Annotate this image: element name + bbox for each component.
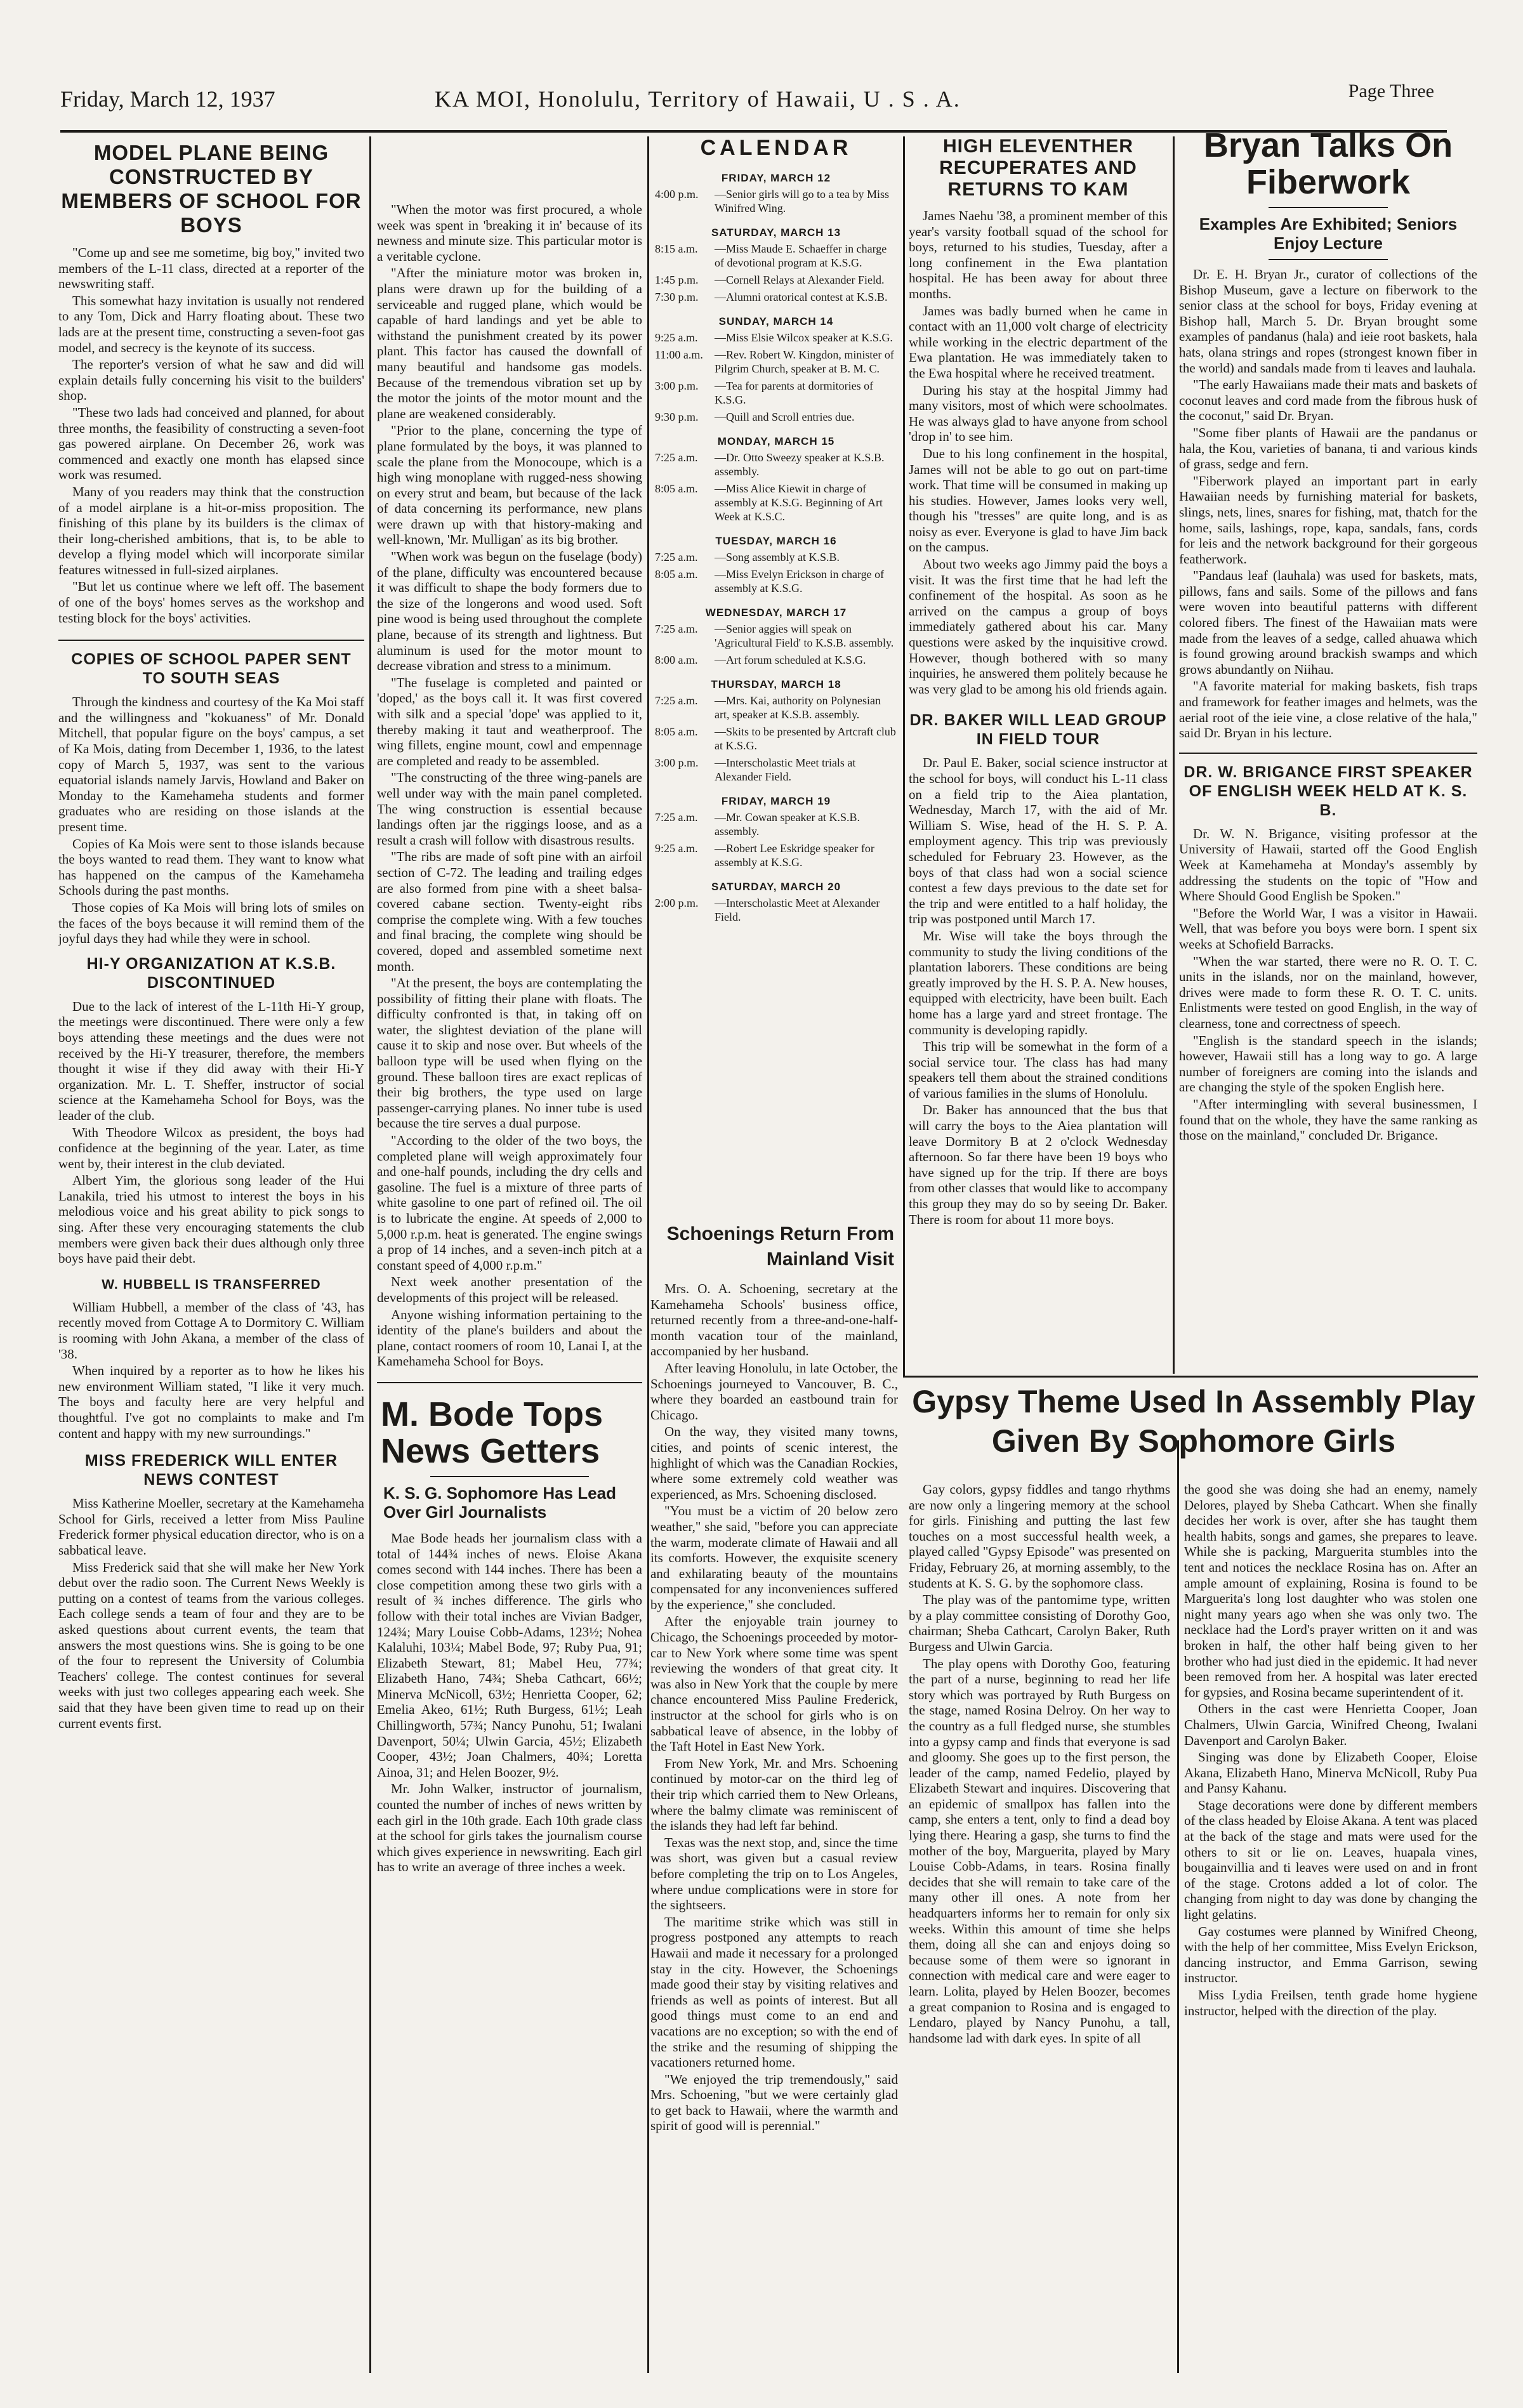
calendar-event: [655, 348, 897, 376]
calendar-event: [655, 482, 897, 523]
article-paragraph: Anyone wishing information pertaining to the identity of the plane's builders and about the plane, contact roomers of room 10, Lanai I, at the Kamehameha School for Boys.: [377, 1306, 642, 1369]
article-paragraph: "Before the World War, I was a visitor in Hawaii. Well, that was before you boys were born. I spent six weeks at Schofield Barracks.: [1179, 905, 1477, 952]
column-rule: [1177, 1440, 1179, 2373]
calendar-event-description: —Mrs. Kai, authority on Polynesian art, speaker at K.S.B. assembly.: [715, 694, 881, 721]
article-paragraph: Many of you readers may think that the construction of a model airplane is a hit-or-miss proposition. The finishing of this plane by its builders is the climax of their long-cherished ambitions, that is, to be able to develop a flying model which will incorporate similar features witnessed in full-sized airplanes.: [58, 484, 364, 577]
article-paragraph: Singing was done by Elizabeth Cooper, Eloise Akana, Elizabeth Hano, Minerva McNicoll, Ruby Pua and Pansy Kahanu.: [1184, 1749, 1477, 1796]
calendar-event: [655, 290, 897, 304]
article-paragraph: "But let us continue where we left off. The basement of one of the boys' homes serves as the workshop and testing block for the boys' activities.: [58, 579, 364, 626]
gypsy-column-a: [909, 1482, 1170, 2373]
calendar-event-time: 9:25 a.m.: [655, 842, 698, 855]
article-paragraph: "A favorite material for making baskets, fish traps and framework for feather images and helmets, was the aerial root of the ieie vine, a close relative of the hala," said Dr. Bryan in his lecture.: [1179, 678, 1477, 741]
calendar-event: [655, 896, 897, 924]
calendar-event-time: 7:25 a.m.: [655, 811, 698, 824]
article-paragraph: Due to his long confinement in the hospital, James will not be able to go out on part-time work. That time will be consumed in making up his studies. However, James looks very well, though his "tresses" are quite long, and is as noisy as ever. Everyone is glad to have Jim back on the campus.: [909, 445, 1168, 555]
calendar-event-time: 7:25 a.m.: [655, 622, 698, 635]
calendar-event-time: 11:00 a.m.: [655, 348, 703, 361]
calendar-event: [655, 550, 897, 564]
article-paragraph: With Theodore Wilcox as president, the boys had confidence at the beginning of the year. Later, as time went by, their interest in the club deviated.: [58, 1124, 364, 1171]
header-page-number: Page Three: [1348, 81, 1434, 102]
calendar-event-time: 8:15 a.m.: [655, 242, 698, 255]
article-paragraph: "Come up and see me sometime, big boy," invited two members of the L-11 class, directed at a reporter of the newswriting staff.: [58, 245, 364, 292]
article-paragraph: The play opens with Dorothy Goo, featuring the part of a nurse, beginning to read her life story which was portrayed by Ruth Burgess on the stage, named Rosina Delroy. On her way to the country as a full fledged nurse, she stumbles into a gypsy camp and finds that everyone is sad and gloomy. She goes up to the first person, the leader of the camp, named Fedelio, played by Elizabeth Stewart and inquires. Discovering that an epidemic of smallpox has fallen into the camp, she enters a tent, only to find a dead boy lying there. Hearing a gasp, she turns to find the mother of the boy, Marguerita, played by Mary Louise Cobb-Adams, in tears. Rosina finally decides that she will remain to take care of the many other ill ones. A note from her headquarters informs her to remain for only six weeks. Within this amount of time she helps them, doing all she can and enjoys doing so because some of them were so ignorant in connection with medical care and were eager to learn. Lolita, played by Helen Boozer, becomes a great companion to Rosina and is engaged to Lendaro, played by Nancy Punohu, a tall, handsome lad with dark eyes. In spite of all: [909, 1655, 1170, 2046]
article-paragraph: Miss Frederick said that she will make her New York debut over the radio soon. The Current News Weekly is putting on a contest of teams from the various colleges. Each college sends a team of four and they are to be asked questions about current events, the team that answers the most questions wins. She is going to be one of the four to represent the University of Columbia Teachers' college. The contest continues for several weeks with just two colleges appearing each week. She said that they have been given time to read up on their current events first.: [58, 1559, 364, 1731]
article-paragraph: Mr. Wise will take the boys through the community to study the living conditions of the plantation laborers. These conditions are being greatly improved by the H. S. P. A. New houses, equipped with electricity, have been built. Each home has a large yard and street frontage. The community is developing rapidly.: [909, 928, 1168, 1037]
article-paragraph: Gay colors, gypsy fiddles and tango rhythms are now only a lingering memory at the school for girls. Finishing and putting the last few touches on a most successful health week, a played called "Gypsy Episode" was presented on Friday, February 26, at morning assembly, to the students at K. S. G. by the sophomore class.: [909, 1482, 1170, 1591]
article-paragraph: "When the motor was first procured, a whole week was spent in 'breaking it in' because of its newness and minute size. This particular motor is a veritable cyclone.: [377, 202, 642, 264]
article-paragraph: James Naehu '38, a prominent member of this year's varsity football squad of the school for boys, returned to his studies, Tuesday, after a long confinement in the Ewa plantation hospital. He has been away for about three months.: [909, 208, 1168, 301]
article-paragraph: This somewhat hazy invitation is usually not rendered to any Tom, Dick and Harry floating about. These two lads are at the present time, constructing a seven-foot gas model, and secrecy is the keynote of its success.: [58, 293, 364, 355]
gypsy-column-b: [1184, 1482, 1477, 2373]
calendar-event-time: 2:00 p.m.: [655, 897, 699, 909]
calendar-day-heading: WEDNESDAY, MARCH 17: [705, 607, 847, 619]
calendar-event: [655, 622, 897, 650]
column-rule: [903, 136, 905, 1377]
calendar-event-description: —Miss Evelyn Erickson in charge of assembly at K.S.G.: [715, 568, 885, 595]
page-header: [60, 81, 1453, 124]
article-paragraph: On the way, they visited many towns, cities, and points of scenic interest, the highlight of which was the Canadian Rockies, where some extremely cold weather was experienced, as Mrs. Schoening disclosed.: [650, 1424, 898, 1502]
gypsy-headline: Gypsy Theme Used In Assembly Play Given By Sophomore Girls: [912, 1384, 1475, 1459]
calendar-day-heading: MONDAY, MARCH 15: [717, 435, 835, 447]
calendar-day-heading: SUNDAY, MARCH 14: [718, 315, 834, 327]
calendar-day-heading: SATURDAY, MARCH 20: [711, 881, 841, 893]
calendar-event-time: 8:00 a.m.: [655, 654, 698, 666]
article-paragraph: During his stay at the hospital Jimmy had many visitors, most of which were schoolmates. He was always glad to have anyone from school 'drop in' to see him.: [909, 382, 1168, 445]
calendar-event: [655, 567, 897, 595]
article-paragraph: After leaving Honolulu, in late October, the Schoenings journeyed to Vancouver, B. C., where they boarded an eastbound train for Chicago.: [650, 1360, 898, 1423]
calendar-event-description: —Interscholastic Meet at Alexander Field.: [715, 897, 880, 923]
calendar-event-time: 7:25 a.m.: [655, 451, 698, 464]
article-paragraph: After the enjoyable train journey to Chicago, the Schoenings proceeded by motor-car to New York where some time was spent reviewing the wonders of that great city. It was also in New York that the couple by mere chance encountered Miss Pauline Frederick, instructor at the school for girls who is on sabbatical leave of absence, in the lobby of the Taft Hotel in East New York.: [650, 1614, 898, 1754]
article-paragraph: "When the war started, there were no R. O. T. C. units in the islands, nor on the mainland, however, drives were made to form these R. O. T. C. units. Enlistments were tested on good English, in the way of clearness, tone and correctness of speech.: [1179, 953, 1477, 1031]
article-paragraph: Dr. W. N. Brigance, visiting professor at the University of Hawaii, started off the Good English Week at Kamehameha at Monday's assembly by addressing the students on the topic of "How and Where Should Good English be Spoken.": [1179, 826, 1477, 904]
calendar-event: [655, 725, 897, 753]
calendar-event: [655, 273, 897, 287]
baker-headline: DR. BAKER WILL LEAD GROUP IN FIELD TOUR: [909, 711, 1167, 749]
article-paragraph: This trip will be somewhat in the form of a social service tour. The class has had many speakers tell them about the strained conditions of various families in the slums of Honolulu.: [909, 1039, 1168, 1101]
column-2: [377, 202, 642, 2372]
article-paragraph: "Pandaus leaf (lauhala) was used for baskets, mats, pillows, fans and sails. Some of the pillows and fans were woven into beautiful patterns with different colored fibers. The finest of the Hawaiian mats were made from the leaves of a sedge, called ahuawa which is found growing around brackish swamps and which grows abundantly on Niihau.: [1179, 568, 1477, 677]
gypsy-headline-box: [909, 1382, 1479, 1477]
calendar-day-heading: SATURDAY, MARCH 13: [711, 227, 841, 239]
article-paragraph: Texas was the next stop, and, since the time was short, was given but a casual review before completing the trip on to Los Angeles, where undue complications were in store for the sightseers.: [650, 1834, 898, 1913]
bode-headline: M. Bode Tops News Getters: [381, 1395, 603, 1470]
article-paragraph: "These two lads had conceived and planned, for about three months, the feasibility of constructing a seven-foot gas powered airplane. On December 26, work was commenced and exactly one month has elapsed since work was resumed.: [58, 404, 364, 483]
calendar-event-description: —Miss Maude E. Schaeffer in charge of devotional program at K.S.G.: [715, 242, 887, 269]
article-paragraph: Gay costumes were planned by Winifred Cheong, with the help of her committee, Miss Evelyn Erickson, dancing instructor, and Emma Garrison, sewing instructor.: [1184, 1923, 1477, 1986]
article-paragraph: the good she was doing she had an enemy, namely Delores, played by Sheba Cathcart. When she finally decides her work is over, after she has taught them health habits, songs and games, she prepares to leave. While she is packing, Marguerita stumbles into the tent and notices the necklace Rosina has on. After an ample amount of explaining, Rosina is found to be Marguerita's long lost daughter who was stolen one night many years ago when she was only two. The necklace had the Lord's prayer written on it and was broken in half, the other half being given to her brother who had just died in the epidemic. It had never been removed from her. A hospital was later erected for gypsies, and Rosina became superintendent of it.: [1184, 1482, 1477, 1700]
article-paragraph: "English is the standard speech in the islands; however, Hawaii still has a long way to go. A large number of foreigners are coming into the islands and are changing the style of the spoken English here.: [1179, 1032, 1477, 1095]
calendar-day-heading: FRIDAY, MARCH 19: [721, 795, 831, 807]
article-paragraph: William Hubbell, a member of the class of '43, has recently moved from Cottage A to Dormitory C. William is rooming with John Akana, a member of the class of '38.: [58, 1299, 364, 1362]
article-paragraph: "Fiberwork played an important part in early Hawaiian needs by furnishing material for baskets, slings, nets, lines, snares for fishing, mat, thatch for the home, sails, lashings, rope, kapa, sandals, fans, cords for leis and the network background for their gorgeous featherwork.: [1179, 473, 1477, 567]
calendar-event: [655, 653, 897, 667]
article-paragraph: Copies of Ka Mois were sent to those islands because the boys wanted to read them. They want to know what has happened on the campus of the Kamehameha Schools during the past months.: [58, 836, 364, 898]
article-paragraph: "The early Hawaiians made their mats and baskets of coconut leaves and cord made from the fibrous husk of the coconut," said Dr. Bryan.: [1179, 377, 1477, 424]
header-date: Friday, March 12, 1937: [60, 86, 275, 112]
header-masthead: KA MOI, Honolulu, Territory of Hawaii, U . S . A.: [435, 86, 961, 112]
calendar-event-description: —Rev. Robert W. Kingdon, minister of Pilgrim Church, speaker at B. M. C.: [715, 348, 894, 375]
bode-deck: K. S. G. Sophomore Has Lead Over Girl Journalists: [383, 1483, 616, 1522]
article-paragraph: Mae Bode heads her journalism class with a total of 144¾ inches of news. Eloise Akana comes second with 144 inches. There has been a close competition among these two girls with a result of ¾ inches difference. The girls who follow with their total inches are Vivian Badger, 124¾; Mary Louise Cobb-Adams, 123½; Nohea Kalaluhi, 103¼; Mabel Bode, 97; Ruby Pua, 91; Elizabeth Stewart, 81; Mabel Heu, 77¾; Elizabeth Hano, 74¾; Sheba Cathcart, 66½; Minerva McNicoll, 63½; Henrietta Cooper, 62; Emelia Akeo, 61½; Ruth Burgess, 61½; Leah Chillingworth, 57¾; Nancy Punohu, 51; Iwalani Davenport, 50¼; Ulwin Garcia, 45½; Elizabeth Cooper, 43½; Joan Chalmers, 40¾; Loretta Ainoa, 31; and Helen Boozer, 9½.: [377, 1530, 642, 1780]
frederick-headline: MISS FREDERICK WILL ENTER NEWS CONTEST: [84, 1452, 338, 1489]
hiy-headline: HI-Y ORGANIZATION AT K.S.B. DISCONTINUED: [86, 954, 336, 992]
article-paragraph: "We enjoyed the trip tremendously," said Mrs. Schoening, "but we were certainly glad to get back to Hawaii, where the warmth and spirit of good will is perennial.": [650, 2071, 898, 2134]
calendar-event-description: —Dr. Otto Sweezy speaker at K.S.B. assembly.: [715, 451, 885, 478]
calendar-event: [655, 694, 897, 721]
article-paragraph: "After intermingling with several businessmen, I found that on the whole, they have the same ranking as those on the mainland," concluded Dr. Brigance.: [1179, 1096, 1477, 1143]
calendar-event: [655, 451, 897, 478]
calendar-day-heading: TUESDAY, MARCH 16: [715, 535, 837, 547]
calendar-event-time: 8:05 a.m.: [655, 482, 698, 495]
calendar-event-description: —Tea for parents at dormitories of K.S.G.: [715, 379, 874, 406]
calendar-event-description: —Robert Lee Eskridge speaker for assembly at K.S.G.: [715, 842, 874, 869]
calendar-event-description: —Mr. Cowan speaker at K.S.B. assembly.: [715, 811, 860, 838]
brigance-headline: DR. W. BRIGANCE FIRST SPEAKER OF ENGLISH WEEK HELD AT K. S. B.: [1183, 763, 1473, 819]
column-3-lower: [625, 1221, 898, 2373]
article-divider: [1179, 753, 1477, 754]
copies-headline: COPIES OF SCHOOL PAPER SENT TO SOUTH SEAS: [71, 650, 352, 688]
hubbell-headline: W. HUBBELL IS TRANSFERRED: [102, 1277, 321, 1292]
calendar-event-time: 4:00 p.m.: [655, 188, 699, 201]
article-paragraph: The reporter's version of what he saw and did will explain details fully concerning his visit to the builders' shop.: [58, 357, 364, 404]
calendar-event-description: —Song assembly at K.S.B.: [715, 551, 840, 563]
section-rule: [903, 1376, 1478, 1378]
calendar-event-description: —Interscholastic Meet trials at Alexander Field.: [715, 756, 856, 783]
calendar-event-description: —Alumni oratorical contest at K.S.B.: [715, 291, 888, 303]
article-paragraph: Miss Katherine Moeller, secretary at the Kamehameha School for Girls, received a letter from Miss Pauline Frederick former physical education director, who is on a sabbatical leave.: [58, 1496, 364, 1558]
article-paragraph: Due to the lack of interest of the L-11th Hi-Y group, the meetings were discontinued. There were only a few boys attending these meetings and the dues were not received by the Hi-Y treasurer, therefore, the members thought it wise if they did away with their Hi-Y organization. Mr. L. T. Sheffer, instructor of social science at the Kamehameha School for Boys, was the leader of the club.: [58, 998, 364, 1123]
calendar-event: [655, 187, 897, 215]
calendar-event: [655, 756, 897, 784]
calendar-event-description: —Senior aggies will speak on 'Agricultural Field' to K.S.B. assembly.: [715, 622, 894, 649]
headline-rule: [430, 1476, 590, 1477]
calendar-event-time: 1:45 p.m.: [655, 273, 699, 286]
column-3: [655, 136, 897, 1376]
article-paragraph: Those copies of Ka Mois will bring lots of smiles on the faces of the boys because it will remind them of the joyful days they had while they were in school.: [58, 899, 364, 947]
article-paragraph: Others in the cast were Henrietta Cooper, Joan Chalmers, Ulwin Garcia, Winifred Cheong, Iwalani Davenport and Carolyn Baker.: [1184, 1701, 1477, 1748]
article-paragraph: From New York, Mr. and Mrs. Schoening continued by motor-car on the third leg of their trip which carried them to New Orleans, where the balmy climate was reminiscent of the islands they had left far behind.: [650, 1755, 898, 1834]
calendar-event-description: —Skits to be presented by Artcraft club at K.S.G.: [715, 725, 896, 752]
calendar-event-description: —Art forum scheduled at K.S.G.: [715, 654, 866, 666]
article-paragraph: Through the kindness and courtesy of the Ka Moi staff and the willingness and "kokuaness" of Mr. Donald Mitchell, that popular figure on the boys' campus, a set of Ka Mois, dating from December 1, 1936, to the latest copy of March 5, 1937, was sent to the various equatorial islands namely Jarvis, Howland and Baker on Monday to the Kamehameha students and former graduates who are residing on those islands at the present time.: [58, 694, 364, 834]
article-paragraph: Dr. Baker has announced that the bus that will carry the boys to the Aiea plantation will leave Dormitory B at 2 o'clock Wednesday afternoon. So far there have been 19 boys who have signed up for the trip. If there are boys from other classes that would like to accompany this group they may do so by seeing Dr. Baker. There is room for about 11 more boys.: [909, 1102, 1168, 1227]
calendar-event-time: 9:25 a.m.: [655, 331, 698, 344]
calendar-event: [655, 810, 897, 838]
article-paragraph: "The ribs are made of soft pine with an airfoil section of C-72. The leading and trailing edges are also formed from pine with a sheet balsa-covered cabane section. Twenty-eight ribs comprise the complete wing. With a few touches and final bracing, the complete wing should be covered, doped and assembled sometime next month.: [377, 849, 642, 974]
calendar-event-description: —Quill and Scroll entries due.: [715, 411, 855, 423]
schoenings-headline: Schoenings Return From Mainland Visit: [666, 1223, 894, 1270]
calendar-event: [655, 331, 897, 345]
calendar-event-time: 7:25 a.m.: [655, 694, 698, 707]
article-paragraph: Dr. Paul E. Baker, social science instructor at the school for boys, will conduct his L-11 class on a field trip to the Aiea plantation, Wednesday, March 17, with the aid of Mr. William S. Wise, head of the H. S. P. A. employment agency. This trip was previously scheduled for February 23. However, as the boys of that class had won a social science contest a few days previous to the date set for the trip and were entitled to a half holiday, the trip was postponed until March 17.: [909, 755, 1168, 927]
article-paragraph: Mr. John Walker, instructor of journalism, counted the number of inches of news written by each girl in the 10th grade. Each 10th grade class at the school for girls takes the journalism course which gives experience in newswriting. Each girl has to write an average of three inches a week.: [377, 1781, 642, 1875]
article-paragraph: "According to the older of the two boys, the completed plane will weigh approximately four and one-half pounds, including the dry cells and gasoline. The fuel is a mixture of three parts of white gasoline to one part of refined oil. The oil is to lubricate the engine. At speeds of 2,000 to 5,000 r.p.m. heat is generated. The engine swings a prop of 14 inches, and a seven-inch pitch at a constant speed of 4,000 r.p.m.": [377, 1133, 642, 1273]
eleventher-headline: HIGH ELEVENTHER RECUPERATES AND RETURNS TO KAM: [939, 136, 1137, 200]
calendar-event-time: 7:30 p.m.: [655, 291, 699, 303]
article-paragraph: "You must be a victim of 20 below zero weather," she said, "before you can appreciate the warm, moderate climate of Hawaii and all its comforts. However, the exquisite scenery and exhilarating beauty of the mountains compensated for any inconveniences suffered by the experience," she concluded.: [650, 1503, 898, 1612]
calendar-event: [655, 841, 897, 869]
article-paragraph: Mrs. O. A. Schoening, secretary at the Kamehameha Schools' business office, returned recently from a three-and-one-half-month vacation tour of the mainland, accompanied by her husband.: [650, 1281, 898, 1359]
headline-rule: [1269, 207, 1388, 208]
article-paragraph: The play was of the pantomime type, written by a play committee consisting of Dorothy Goo, chairman; Sheba Cathcart, Carolyn Baker, Ruth Burgess and Ulwin Garcia.: [909, 1592, 1170, 1654]
calendar-event-description: —Senior girls will go to a tea by Miss Winifred Wing.: [715, 188, 889, 214]
calendar-title: CALENDAR: [700, 136, 852, 160]
calendar-event: [655, 242, 897, 270]
column-4: [909, 136, 1168, 1373]
column-5: [1179, 127, 1477, 1374]
article-paragraph: "At the present, the boys are contemplating the possibility of fitting their plane with floats. The difficulty confronted is that, in taking off on water, the slightest deviation of the plane will cause it to skip and nose over. But wheels of the balloon type will be used when flying on the ground. These balloon tires are exact replicas of their big brothers, the type used on large passenger-carrying planes. No inner tube is used because the tire serves a dual purpose.: [377, 975, 642, 1131]
calendar-event-time: 3:00 p.m.: [655, 756, 699, 769]
model-plane-headline: MODEL PLANE BEING CONSTRUCTED BY MEMBERS OF SCHOOL FOR BOYS: [61, 141, 362, 237]
bryan-headline: Bryan Talks On Fiberwork: [1203, 127, 1453, 201]
column-rule: [369, 136, 371, 2373]
calendar-event-time: 8:05 a.m.: [655, 568, 698, 581]
article-paragraph: "Some fiber plants of Hawaii are the pandanus or hala, the Kou, varieties of banana, ti and various kinds of grass, sedge and fern.: [1179, 424, 1477, 472]
calendar-day-heading: THURSDAY, MARCH 18: [711, 678, 841, 690]
article-paragraph: "The constructing of the three wing-panels are well under way with the main panel completed. The wing construction is essential because landings often jar the riggings loose, and as a result a crash will follow with disastrous results.: [377, 770, 642, 848]
article-paragraph: About two weeks ago Jimmy paid the boys a visit. It was the first time that he had left the confinement of the hospital. As soon as he arrived on the campus a group of boys immediately gathered about his car. Many questions were asked by the inquisitive crowd. However, though bothered with so many inquiries, he answered them politely because he was very glad to be among his old friends again.: [909, 556, 1168, 697]
calendar-event-description: —Miss Elsie Wilcox speaker at K.S.G.: [715, 331, 893, 344]
calendar-event: [655, 410, 897, 424]
article-paragraph: When inquired by a reporter as to how he likes his new environment William stated, "I like it very much. The boys and faculty here are very helpful and thoughtful. I've got no complaints to make and I'm content and happy with my new surroundings.": [58, 1363, 364, 1441]
calendar-event-time: 7:25 a.m.: [655, 551, 698, 563]
calendar-event-description: —Cornell Relays at Alexander Field.: [715, 273, 885, 286]
calendar-event-time: 8:05 a.m.: [655, 725, 698, 738]
calendar-day-heading: FRIDAY, MARCH 12: [721, 172, 831, 184]
column-rule: [1173, 136, 1175, 1374]
article-paragraph: James was badly burned when he came in contact with an 11,000 volt charge of electricity while working in the electric department of the Ewa plantation. He was immediately taken to the Ewa hospital where he received treatment.: [909, 303, 1168, 381]
article-paragraph: "When work was begun on the fuselage (body) of the plane, difficulty was encountered because it was difficult to shape the body formers due to the size of the longerons and wood used. Soft pine wood is being used throughout the complete plane, because of its strength and lightness. But aluminum is used for the motor mount to decrease vibration and stress to a minimum.: [377, 549, 642, 674]
column-1: [58, 141, 364, 2374]
article-paragraph: "After the miniature motor was broken in, plans were drawn up for the building of a serviceable and rugged plane, which would be capable of hard landings and yet be able to withstand the punishment created by its power plant. This factor has caused the downfall of many beautiful and handsome gas models. Because of the tremendous vibration set up by the motor the joints of the motor mount and the plane are weakened considerably.: [377, 265, 642, 421]
article-divider: [58, 640, 364, 641]
calendar-event-time: 9:30 p.m.: [655, 411, 699, 423]
article-paragraph: Next week another presentation of the developments of this project will be released.: [377, 1274, 642, 1305]
headline-rule: [1269, 259, 1388, 260]
article-paragraph: Albert Yim, the glorious song leader of the Hui Lanakila, tried his utmost to interest the boys in his melodious voice and his great ability to pick songs to sing. After these very encouraging statements the club members were given back their dues although only three boys have paid their debt.: [58, 1173, 364, 1267]
article-paragraph: Dr. E. H. Bryan Jr., curator of collections of the Bishop Museum, gave a lecture on fiberwork to the senior class at the school for boys, Friday evening at Bishop hall, March 5. Dr. Bryan brought some examples of pandanus (hala) and ieie root baskets, hala hats, olana strings and ropes (strongest known fiber in the world) and sandals made from ti leaves and lauhala.: [1179, 266, 1477, 376]
article-paragraph: Miss Lydia Freilsen, tenth grade home hygiene instructor, helped with the direction of the play.: [1184, 1987, 1477, 2018]
article-paragraph: "Prior to the plane, concerning the type of plane formulated by the boys, it was planned to scale the plane from the Monocoupe, which is a high wing monoplane with rugged-ness showing on every strut and beam, but because of the lack of data concerning its performance, new plans were drawn up with that history-making and well-known, 'Mr. Mulligan' as its big brother.: [377, 423, 642, 548]
calendar-event: [655, 379, 897, 407]
article-paragraph: Stage decorations were done by different members of the class headed by Eloise Akana. A tent was placed at the back of the stage and mats were used for the others to sit or lie on. Leaves, huapala vines, bougainvillia and ti leaves were used on and in front of the stage. Crotons added a lot of color. The changing from night to day was done by changing the light gelatins.: [1184, 1797, 1477, 1923]
calendar-event-description: —Miss Alice Kiewit in charge of assembly at K.S.G. Beginning of Art Week at K.S.C.: [715, 482, 883, 523]
article-divider: [377, 1382, 642, 1383]
article-paragraph: "The fuselage is completed and painted or 'doped,' as the boys call it. It was first covered with silk and a special 'dope' was applied to it, thereby making it taut and weatherproof. The wing fillets, engine mount, cowl and empennage are completed and ready to be assembled.: [377, 674, 642, 768]
article-paragraph: The maritime strike which was still in progress postponed any attempts to reach Hawaii and made it necessary for a prolonged stay in the city. However, the Schoenings made good their stay by visiting relatives and friends as well as points of interest. But all good things must come to an end and vacations are no exception; so with the end of the strike and the resuming of shipping the vacationers returned home.: [650, 1914, 898, 2070]
calendar-list: [655, 172, 897, 924]
calendar-event-time: 3:00 p.m.: [655, 379, 699, 392]
bryan-deck: Examples Are Exhibited; Seniors Enjoy Lecture: [1199, 214, 1458, 253]
